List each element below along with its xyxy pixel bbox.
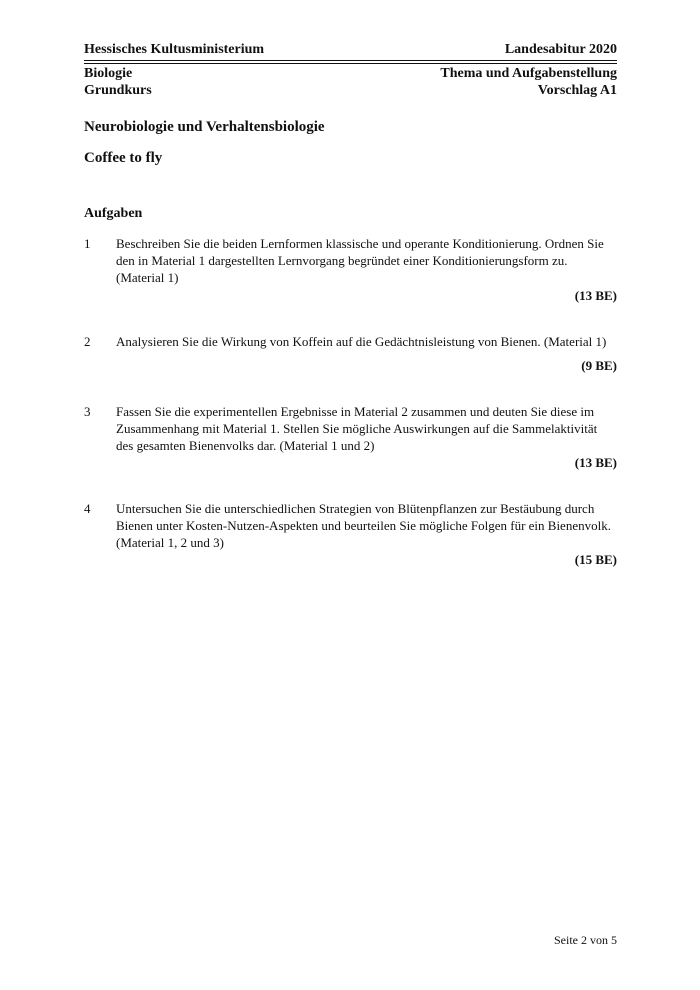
task-text	[116, 235, 617, 286]
task-points: (9 BE)	[581, 358, 617, 373]
topic-heading: Neurobiologie und Verhaltensbiologie	[84, 119, 325, 135]
task-line: (Material 1)	[116, 270, 179, 285]
tasks-heading: Aufgaben	[84, 206, 143, 221]
task-points: (13 BE)	[574, 455, 617, 470]
task-line: Fassen Sie die experimentellen Ergebnisse in Material 2 zusammen und deuten Sie diese im	[116, 404, 595, 419]
task-points: (13 BE)	[574, 288, 617, 303]
task-text	[116, 333, 617, 350]
doc-info-block	[440, 66, 617, 99]
ministry-name: Hessisches Kultusministerium	[84, 42, 265, 57]
doc-type: Thema und Aufgabenstellung	[440, 66, 617, 81]
task-points: (15 BE)	[574, 552, 617, 567]
header-divider	[84, 60, 617, 64]
task-text	[116, 403, 617, 454]
proposal-id: Vorschlag A1	[537, 82, 617, 98]
task-line: Analysieren Sie die Wirkung von Koffein auf die Gedächtnisleistung von Bienen. (Material 1)	[116, 334, 607, 349]
task-text	[116, 500, 617, 551]
task-line: Beschreiben Sie die beiden Lernformen klassische und operante Konditionierung. Ordnen Sie	[116, 236, 604, 251]
task-line: Untersuchen Sie die unterschiedlichen Strategien von Blütenpflanzen zur Bestäubung durch	[116, 501, 595, 516]
subject-block	[84, 66, 152, 99]
exam-page	[84, 0, 617, 990]
task-line: (Material 1, 2 und 3)	[116, 535, 224, 550]
page-number: Seite 2 von 5	[554, 933, 617, 947]
task-line: den in Material 1 dargestellten Lernvorgang begründet einer Konditionierungsform zu.	[116, 253, 568, 268]
task-number: 1	[84, 236, 91, 251]
document-subheader	[84, 66, 617, 99]
subject: Biologie	[84, 66, 133, 81]
task-line: des gesamten Bienenvolks dar. (Material 1 und 2)	[116, 438, 375, 453]
document-header	[84, 41, 617, 59]
course-level: Grundkurs	[84, 82, 152, 98]
task-number: 4	[84, 501, 91, 516]
task-number: 3	[84, 404, 91, 419]
page-title: Coffee to fly	[84, 150, 163, 166]
exam-name: Landesabitur 2020	[504, 42, 617, 57]
task-line: Zusammenhang mit Material 1. Stellen Sie mögliche Auswirkungen auf die Sammelaktivität	[116, 421, 598, 436]
task-line: Bienen unter Kosten-Nutzen-Aspekten und beurteilen Sie mögliche Folgen für ein Bienenvolk.	[116, 518, 611, 533]
task-number: 2	[84, 334, 91, 349]
